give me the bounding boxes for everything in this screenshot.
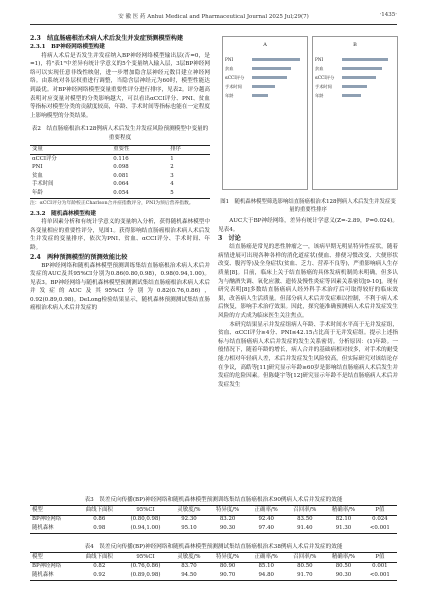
subheading-bp: 2.3.1 BP神经网络模型构建 bbox=[30, 44, 105, 50]
header-cell: 正确率/% bbox=[254, 553, 278, 560]
figure-row-label: 年龄 bbox=[315, 93, 324, 98]
header-cell: 精确率/% bbox=[331, 553, 356, 560]
header-cell: 精确率/% bbox=[331, 506, 356, 513]
cell: 97.40 bbox=[258, 524, 274, 531]
figure-row-label: 年龄 bbox=[225, 93, 234, 98]
cell: 5 bbox=[170, 189, 174, 196]
section-heading-2-4: 2.4 两种预测模型的预测效能比较 bbox=[30, 253, 128, 261]
cell: 1 bbox=[170, 155, 174, 162]
header-cell: 灵敏度/% bbox=[177, 553, 201, 560]
cell: 0.054 bbox=[113, 189, 129, 196]
cell: 92.30 bbox=[181, 516, 197, 522]
table4-header-row bbox=[30, 553, 397, 563]
cell: 95.10 bbox=[181, 524, 197, 531]
paragraph-discussion-1: 结直肠癌是常见的恶性肿瘤之一，该病早期无明显特异性症状，随着病情进展可出现各种各样的消化道症状(便血、排便习惯改变、大便形状改变、腹泻等)及全身症状(贫血、乏力、营养不良等)，严重影响病人生存质量[8]。目前，临床上关于结直肠癌的具体发病机制尚未明确，但多认为与酗酒失调、氧化应激、遗传及慢性炎症等因素关系密切[9-10]。现有研究表明[8]多数结直肠癌病人经外科手术治疗后可取得较好的临床效果，改善病人生活质量。但部分病人术后并发症难以控制，不利于病人术后恢复，影响手术治疗效果。因此，探究能准确预测病人术后并发症发生风险的方式成为临床医生关注焦点。 bbox=[218, 244, 398, 319]
cell: (0.76,0.86) bbox=[130, 563, 161, 569]
figure-row-label: 手术时间 bbox=[315, 84, 332, 89]
cell: BP神经网络 bbox=[32, 516, 62, 522]
cell: 90.30 bbox=[219, 524, 236, 531]
cell: 91.30 bbox=[335, 524, 352, 531]
figure-row bbox=[225, 91, 305, 100]
cell: 年龄 bbox=[32, 189, 43, 196]
subheading-rf: 2.3.2 随机森林模型构建 bbox=[30, 210, 96, 217]
figure-1-caption: 图1 随机森林模型筛选影响结直肠癌根治术128例病人术后发生并发症变量的重要性排序 bbox=[220, 199, 396, 213]
cell: 83.50 bbox=[297, 516, 313, 522]
paragraph-bp-model: 将病人术后是否发生并发症纳入BP神经网络模型输出层(否=0，是=1)，将"表1"中差异有统计学意义的5个变量纳入输入层，3层BP神经网络可以实现任意非线性映射，进一步增加隐含层神经元数目建立神经网络。由系统对各层权重进行调整，当隐含层神经元为60时，模型性能达到最优。对BP神经网络模型变量重要性评分进行排序，见表2。评分越高表明对应变量对模型的分类影响越大，可以看出αCCI评分、PNI、贫血等指标对模型分类的贡献度较高，年龄、手术时间等指标也能在一定程度上影响模型的分类结果。 bbox=[30, 52, 210, 119]
table2-header-cell: 变量 bbox=[32, 146, 43, 153]
table-row bbox=[30, 562, 397, 571]
cell: 2 bbox=[170, 164, 174, 171]
cell: <0.001 bbox=[369, 571, 390, 578]
importance-bar bbox=[342, 94, 361, 97]
table2-note: 注：αCCI评分为年龄校正Charlson合并症指数评分，PNI为预后营养指数。 bbox=[30, 200, 194, 206]
figure-row bbox=[315, 55, 395, 64]
left-column bbox=[30, 34, 210, 313]
cell: (0.94,1.00) bbox=[130, 524, 161, 531]
header-cell: P值 bbox=[375, 553, 385, 560]
cell: 80.90 bbox=[219, 563, 236, 569]
paragraph-rf-model: 将单因素分析和有统计学意义的变量纳入分析，获得随机森林模型中各变量相应的重要性评分，见图1。获得影响结直肠癌根治术病人术后发生并发症的变量排序，依次为PNI、贫血、αCCI评分、手术时间、年龄。 bbox=[30, 219, 210, 251]
cell: 0.024 bbox=[372, 516, 388, 522]
figure-row bbox=[225, 55, 305, 64]
header-cell: 95%CI bbox=[136, 506, 155, 513]
figure-row-label: αCCI评分 bbox=[315, 75, 335, 80]
header-cell: 模型 bbox=[32, 553, 43, 560]
table4 bbox=[30, 552, 397, 581]
figure-row-label: 贫血 bbox=[315, 66, 324, 71]
header-cell: 95%CI bbox=[136, 553, 155, 560]
paragraph-compare: BP神经网络和随机森林模型预测训练集结直肠癌根治术病人术后并发症的AUC及其95%CI分别为0.86(0.80,0.98)，0.98(0.94,1.00)。见表3。BP神经网络与随机森林模型预测测试集结直肠癌根治术病人术后并发症的AUC及其95%CI分别为0.82(0.76,0.86)，0.92(0.89,0.98)。DeLong检验结果显示，随机森林预测测试集结直肠癌根治术病人术后并发症的 bbox=[30, 262, 210, 312]
cell: 92.40 bbox=[258, 516, 274, 522]
paragraph-discussion-2: 本研究结果显示并发症组病人年龄、手术时间水平高于无并发症组，贫血、αCCI评分≥4分、PNI≤42.15占比高于无并发症组。提示上述指标与结直肠癌病人术后并发症的发生关系密切。分析原因：(1)年龄。一般情况下，随着年龄的增长，病人合并的基础病相对较多，对手术的耐受能力相对年轻病人差，术后并发症发生风险较高，但实际研究对该结论存在争议，高皓等[11]研究显示年龄≥60岁是影响结直肠癌病人术后发生并发症的危险因素。但陈婕宇等[12]研究显示年龄不是结直肠癌病人术后并发症发生 bbox=[218, 321, 398, 388]
figure-panel-a bbox=[222, 36, 308, 190]
running-header bbox=[30, 12, 397, 22]
figure-row bbox=[315, 64, 395, 73]
cell: 94.50 bbox=[181, 571, 197, 578]
panel-b-label: B bbox=[353, 42, 357, 48]
cell: 随机森林 bbox=[32, 571, 54, 578]
table2-header-cell: 重要性 bbox=[113, 146, 130, 153]
header-cell: P值 bbox=[375, 506, 385, 513]
importance-bar bbox=[252, 94, 268, 97]
cell: 0.116 bbox=[113, 155, 129, 162]
section-heading-2-3: 2.3 结直肠癌根治术病人术后发生并发症预测模型构建 bbox=[30, 35, 184, 42]
importance-bar bbox=[252, 85, 275, 88]
importance-bar bbox=[342, 58, 388, 61]
header-cell: 灵敏度/% bbox=[177, 506, 201, 513]
figure-row-label: 手术时间 bbox=[225, 84, 242, 89]
right-column bbox=[218, 34, 398, 389]
figure-row bbox=[225, 64, 305, 73]
header-rule bbox=[30, 24, 397, 25]
cell: 80.50 bbox=[297, 563, 313, 569]
importance-bar bbox=[252, 76, 287, 79]
table3-header-row bbox=[30, 506, 397, 516]
figure-row-label: αCCI评分 bbox=[225, 75, 245, 80]
cell: 80.50 bbox=[335, 563, 352, 569]
header-cell: 模型 bbox=[32, 506, 43, 513]
header-cell: 召回率/% bbox=[293, 506, 317, 513]
cell: 4 bbox=[170, 181, 174, 188]
cell: 0.081 bbox=[113, 172, 129, 179]
cell: αCCI评分 bbox=[32, 155, 57, 162]
cell: 3 bbox=[170, 172, 174, 179]
figure-row bbox=[315, 82, 395, 91]
cell: 83.70 bbox=[181, 563, 197, 569]
cell: (0.80,0.98) bbox=[130, 516, 161, 522]
table3-caption: 表3 误差反向传播(BP)神经网络和随机森林模型预测训练集结直肠癌根治术90例病人术后并发症的效能 bbox=[84, 497, 343, 503]
figure-1 bbox=[218, 34, 398, 196]
importance-bar bbox=[342, 85, 367, 88]
cell: 0.064 bbox=[113, 181, 129, 188]
cell: 83.20 bbox=[219, 516, 236, 522]
cell: <0.001 bbox=[369, 524, 390, 531]
journal-header: 安 徽 医 药 Anhui Medical and Pharmaceutical Journal 2025 Jul;29(7) bbox=[118, 14, 309, 20]
section-heading-3: 3 讨论 bbox=[218, 235, 241, 243]
table-row bbox=[30, 181, 210, 190]
header-cell: 特异度/% bbox=[216, 506, 240, 513]
header-cell: 曲线下面积 bbox=[85, 553, 113, 560]
table-row bbox=[30, 524, 397, 533]
table-row bbox=[30, 155, 210, 164]
table3-block bbox=[30, 493, 397, 534]
cell: 0.86 bbox=[93, 516, 106, 522]
cell: 0.98 bbox=[93, 524, 106, 531]
figure-row bbox=[315, 91, 395, 100]
table2-header-cell: 排序 bbox=[170, 146, 182, 153]
cell: 90.30 bbox=[335, 571, 352, 578]
cell: 0.001 bbox=[372, 563, 388, 569]
header-cell: 曲线下面积 bbox=[85, 506, 113, 513]
table-row bbox=[30, 189, 210, 198]
paragraph-auc-result: AUC大于BP神经网络，差异有统计学意义(Z=-2.89，P=0.024)。见表4。 bbox=[218, 218, 398, 233]
figure-panel-b bbox=[312, 36, 398, 190]
page-number: ·1435· bbox=[379, 12, 397, 18]
header-cell: 特异度/% bbox=[216, 553, 240, 560]
cell: PNI bbox=[32, 164, 43, 171]
table4-block bbox=[30, 540, 397, 581]
figure-row-label: PNI bbox=[225, 57, 234, 62]
importance-bar bbox=[342, 67, 382, 70]
cell: 85.10 bbox=[258, 563, 274, 569]
figure-row-label: 贫血 bbox=[225, 66, 234, 71]
cell: 随机森林 bbox=[32, 524, 54, 531]
cell: 94.80 bbox=[258, 571, 274, 578]
cell: 手术时间 bbox=[32, 181, 54, 188]
table-row bbox=[30, 172, 210, 181]
figure-row bbox=[225, 82, 305, 91]
table-row bbox=[30, 164, 210, 173]
table4-caption: 表4 误差反向传播(BP)神经网络和随机森林模型预测测试集结直肠癌根治术38例病人术后并发症的效能 bbox=[84, 544, 343, 550]
cell: BP神经网络 bbox=[32, 563, 62, 569]
importance-bar bbox=[342, 76, 376, 79]
cell: 82.10 bbox=[335, 516, 352, 522]
header-cell: 召回率/% bbox=[293, 553, 317, 560]
cell: 91.40 bbox=[297, 524, 313, 531]
cell: 0.098 bbox=[113, 164, 129, 171]
header-cell: 正确率/% bbox=[254, 506, 278, 513]
cell: 0.92 bbox=[93, 571, 106, 578]
cell: 0.82 bbox=[93, 563, 106, 569]
table-row bbox=[30, 515, 397, 524]
cell: (0.89,0.98) bbox=[130, 571, 161, 578]
importance-bar bbox=[252, 67, 291, 70]
table-row bbox=[30, 571, 397, 580]
table3 bbox=[30, 505, 397, 534]
cell: 91.70 bbox=[297, 571, 313, 578]
importance-bar bbox=[252, 58, 300, 61]
cell: 90.70 bbox=[219, 571, 236, 578]
figure-row-label: PNI bbox=[315, 57, 324, 62]
panel-a-label: A bbox=[263, 42, 267, 48]
table2-caption: 表2 结直肠癌根治术128例病人术后发生并发症风险预测模型中变量的重要程度 bbox=[31, 126, 209, 141]
table2-header-row bbox=[30, 145, 210, 155]
figure-row bbox=[225, 73, 305, 82]
figure-row bbox=[315, 73, 395, 82]
cell: 贫血 bbox=[32, 172, 43, 179]
table2 bbox=[30, 145, 210, 199]
